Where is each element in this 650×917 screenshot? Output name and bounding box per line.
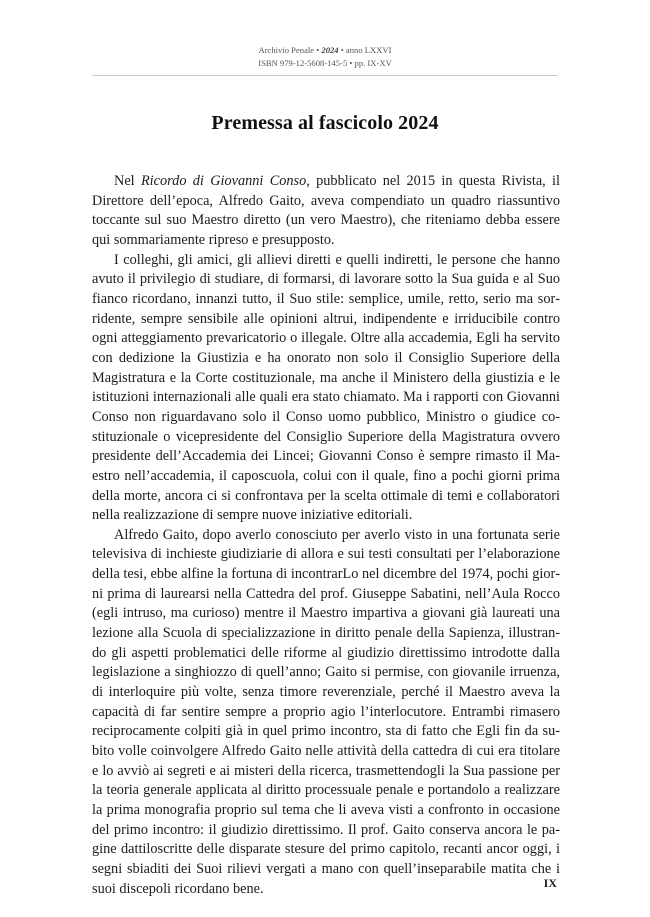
page-number: IX (543, 876, 557, 890)
journal-line: Archivio Penale • 2024 • anno LXXVI (258, 45, 392, 55)
header-divider (92, 75, 558, 76)
page-title: Premessa al fascicolo 2024 (211, 112, 439, 134)
paragraph-1: Nel Ricordo di Giovanni Conso, pubblicato nel 2015 in questa Rivista, il Direttore dell’epoca, Alfredo Gaito, aveva compendiato un quadro riassuntivo toccante sul suo Maestro diretto (un vero Maestro), che riteniamo debba essere qui sommariamente ripreso e presupposto. (92, 173, 560, 248)
journal-volume: anno LXXVI (345, 45, 392, 55)
paragraph-3: Alfredo Gaito, dopo averlo conosciuto per averlo visto in una fortunata serie televisiva di inchieste giudiziarie di allora e sui testi consultati per l’elaborazione della tesi, ebbe alfine la fortuna di incontrarLo nel dicembre del 1974, pochi giorni prima di laurearsi nella Cattedra del prof. Giuseppe Sabatini, nell’Aula Rocco (egli intruso, ma curioso) mentre il Maestro impartiva a giovani già laureati una lezione alla Scuola di specializzazione in diritto penale della Sapienza, illustrando gli aspetti problematici delle riforme al giudizio direttissimo introdotte dalla legislazione a singhiozzo di quell’anno; Gaito si permise, con giovanile irruenza, di interloquire più volte, senza timore reverenziale, perché il Maestro aveva la capacità di far sentire sempre a proprio agio l’interlocutore. Entrambi rimasero reciprocamente colpiti già in quel primo incontro, sta di fatto che Egli fin da subito volle coinvolgere Alfredo Gaito nelle attività della cattedra di cui era titolare e lo avviò ai segreti e ai misteri della ricerca, trasmettendogli la Sua passione per la teoria generale applicata al diritto processuale penale e portandolo a realizzare la prima monografia proprio sul tema che li aveva visti a confronto in occasione del primo incontro: il giudizio direttissimo. Il prof. Gaito conserva ancora le pagine dattiloscritte delle disparate stesure del primo capitolo, recanti ancor oggi, i segni sbiaditi dei Suoi rilievi vergati a mano con quell’inseparabile matita che i suoi discepoli ricordano bene. (92, 526, 560, 897)
article-body (92, 172, 560, 899)
paragraph-2: I colleghi, gli amici, gli allievi diretti e quelli indiretti, le persone che hanno avuto il privilegio di studiare, di formarsi, di lavorare sotto la Sua guida e al Suo fianco ricordano, innanzi tutto, il Suo stile: semplice, umile, retto, serio ma sorridente, sempre sensibile alle opinioni altrui, indipendente e irriducibile contro ogni atteggiamento prevaricatorio o illegale. Oltre alla accademia, Egli ha servito con dedizione la Giustizia e ha onorato non solo il Consiglio Superiore della Magistratura e la Corte costituzionale, ma anche il Ministero della giustizia e le istituzioni internazionali alle quali era stato chiamato. Ma i rapporti con Giovanni Conso non riguardavano solo il Conso uomo pubblico, Ministro o giudice costituzionale o vicepresidente del Consiglio Superiore della Magistratura ovvero presidente dell’Accademia dei Lincei; Giovanni Conso è sempre rimasto il Maestro nell’accademia, il caposcuola, colui con il quale, fino a pochi giorni prima della morte, ancora ci si confrontava per la scelta ottimale di temi e collaboratori nella realizzazione di sempre nuove iniziative editoriali. (92, 251, 560, 524)
cited-work: Ricordo di Giovanni Conso (140, 173, 307, 189)
journal-year: 2024 (321, 45, 339, 55)
running-header (92, 44, 558, 70)
isbn-line: ISBN 979-12-5608-145-5 • pp. IX-XV (258, 58, 392, 68)
journal-name: Archivio Penale (258, 45, 315, 55)
